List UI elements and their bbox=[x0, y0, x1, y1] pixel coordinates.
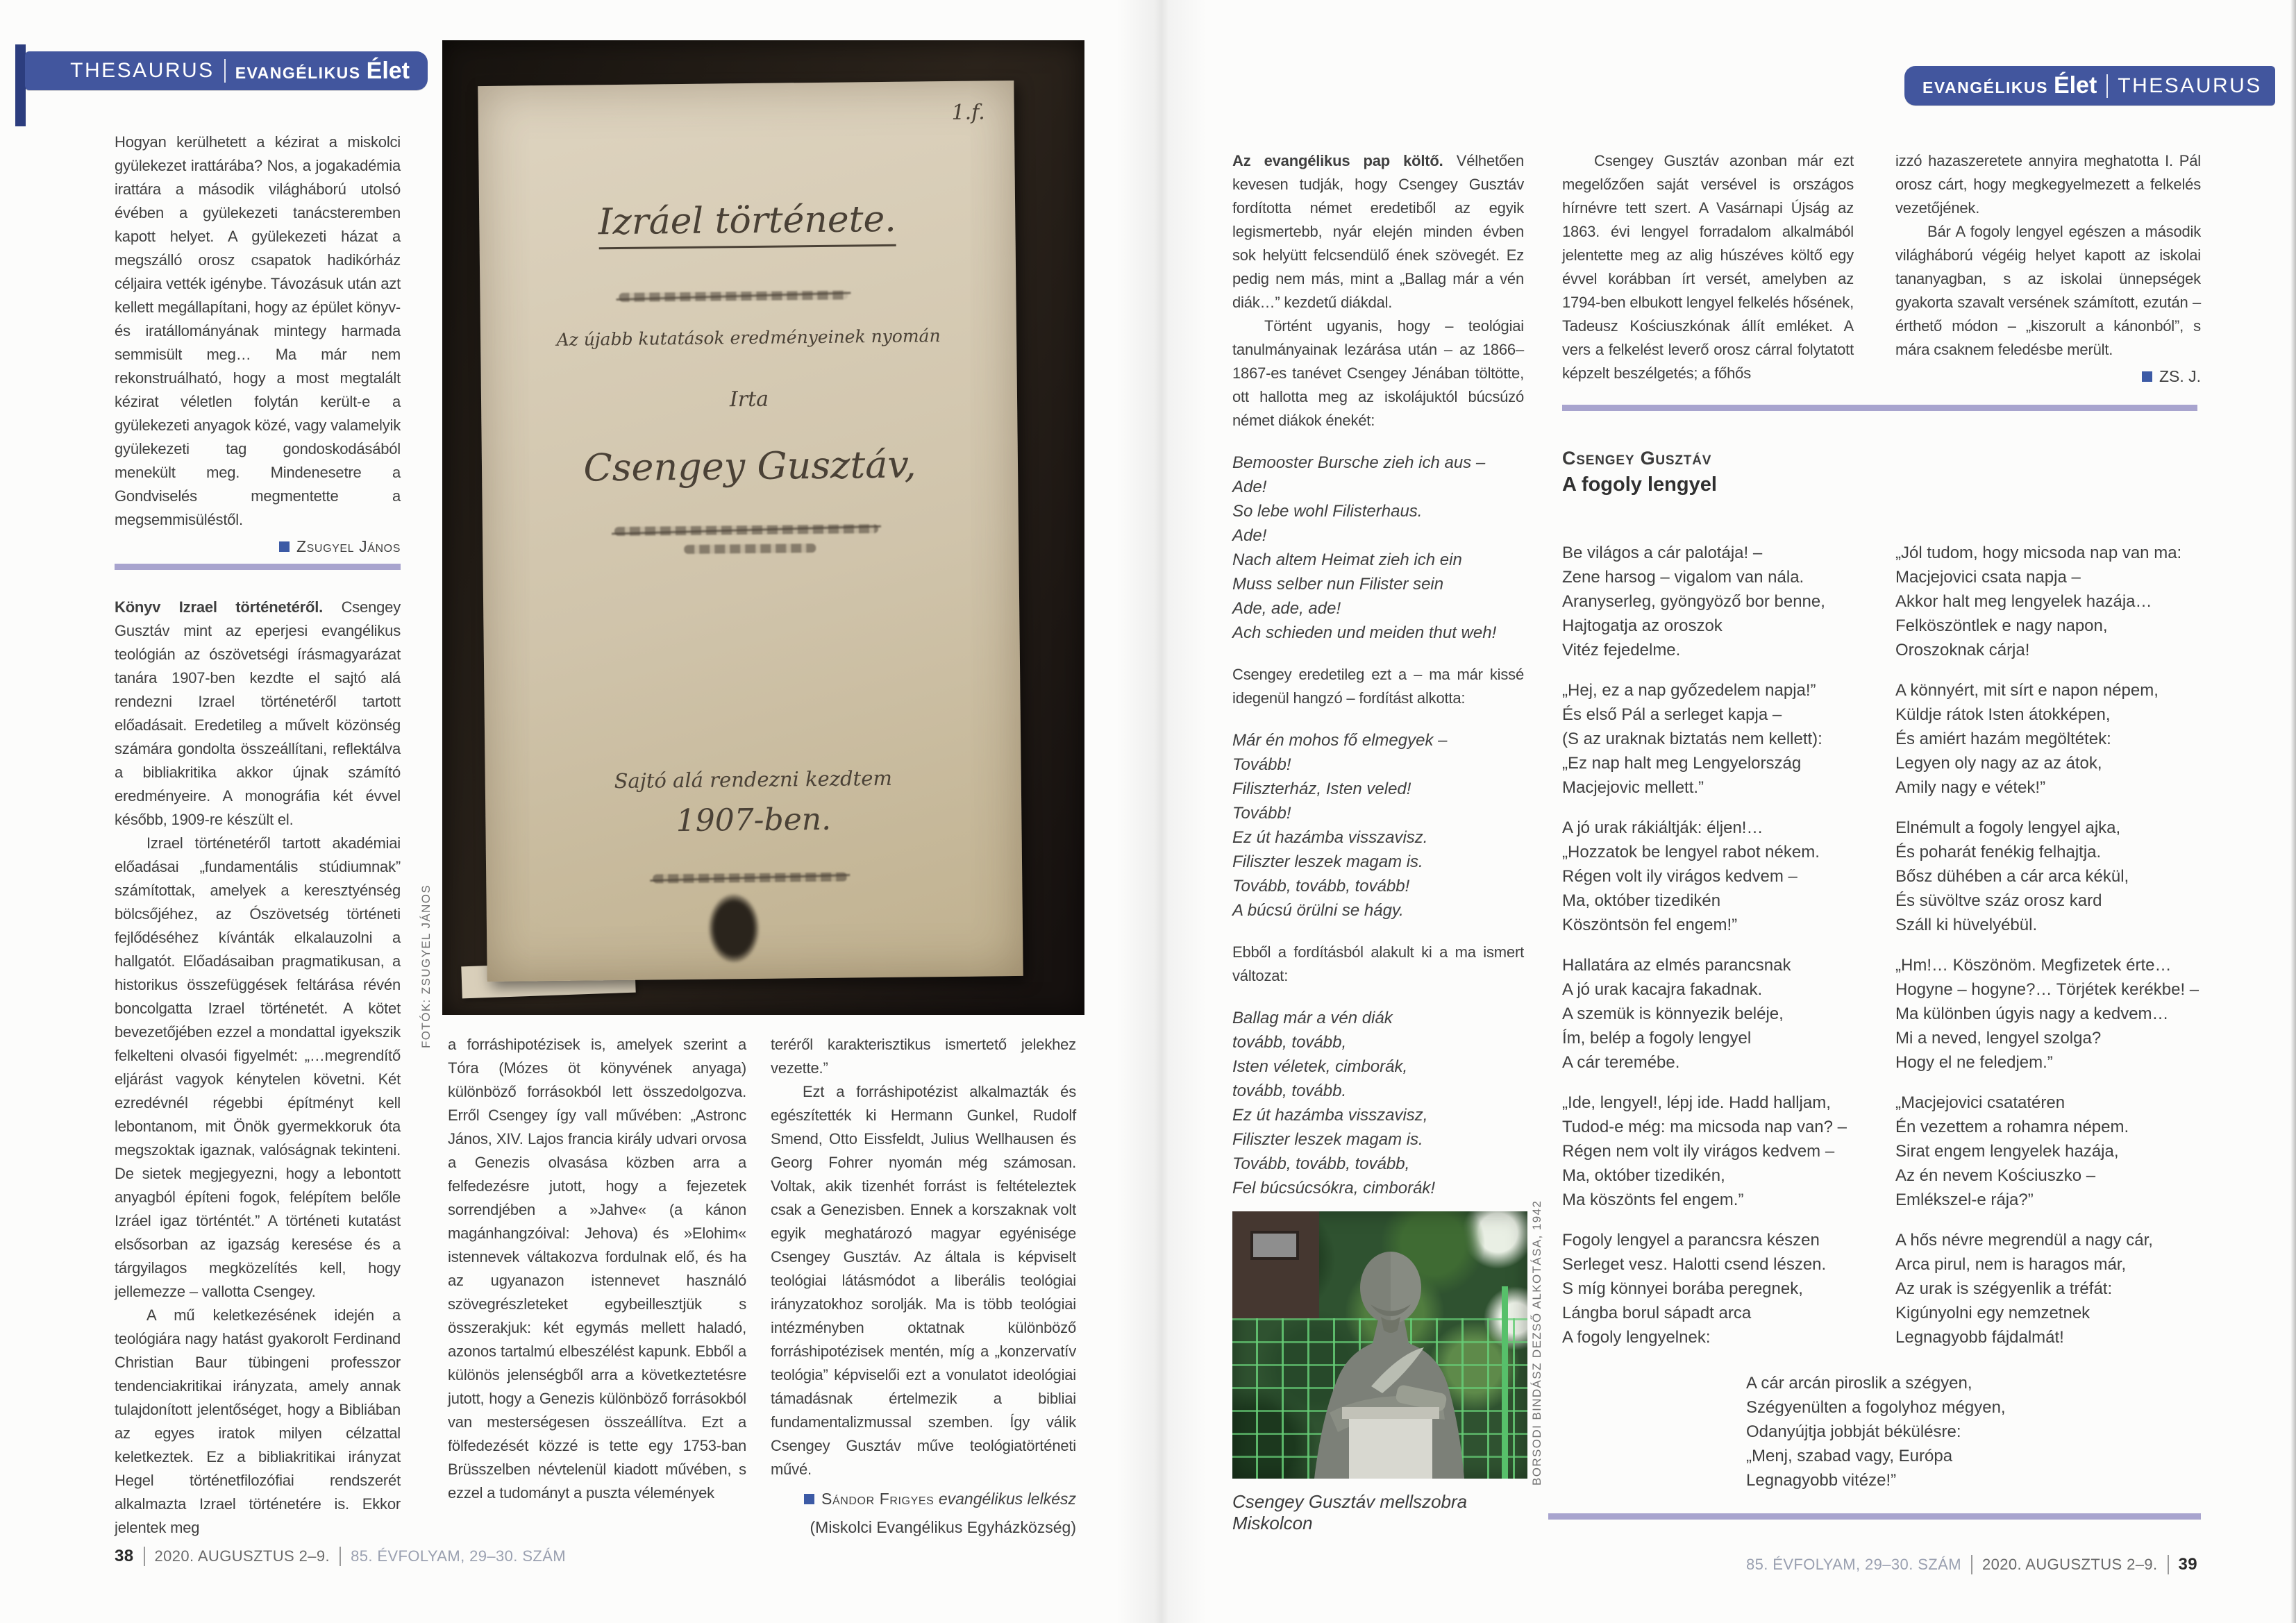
poem-line: Akkor halt meg lengyelek hazája… bbox=[1895, 592, 2152, 611]
poem-line: Hajtogatja az oroszok bbox=[1562, 616, 1723, 635]
poem-section-rule-bottom bbox=[1548, 1513, 2201, 1520]
poem-line: „Ide, lengyel!, lépj ide. Hadd halljam, bbox=[1562, 1093, 1831, 1112]
poem-stanza bbox=[1895, 816, 2204, 937]
poem-hungarian-modern bbox=[1232, 1006, 1524, 1200]
poem-line: Fogoly lengyel a parancsra készen bbox=[1562, 1231, 1820, 1250]
manuscript-title-text: Izráel története. bbox=[598, 199, 897, 249]
article2-continuation-b: teréről karakterisztikus ismertető jelekhez vezette.” bbox=[771, 1036, 1076, 1077]
poem-line: Isten véletek, cimborák, bbox=[1232, 1057, 1408, 1076]
right-column-1 bbox=[1232, 149, 1524, 1200]
footer-issue: 85. ÉVFOLYAM, 29–30. SZÁM bbox=[1745, 1556, 1961, 1573]
article2-paragraph-2: Izrael történetéről tartott akadémiai előadásai „fundamentális stúdiumnak” számítottak, amelyek a keresztyénség bölcsőjéhez, az Ószövetség történeti fejlődéséhez kívánták elkalauzolni a hallgatót. Előadásaiban pragmatikusan, a historikus összefüggések feltárása révén boncolgatta Izrael történetét. A kötet bevezetőjében ezzel a mondattal igyekszik felkelteni olvasói figyelmét: „…megrendítő eljárást vagyok kénytelen követni. Két ezredévnél régebbi építményt kell lebontanom, mit Önök gyermekkoruk óta megszoktak igaznak, valóságnak tekinteni. De sietek megjegyezni, hogy a lebontott anyagból építeni fogok, felépítem belőle Izráel igaz történtét.” A történeti kutatást elsősorban az igazság keresése és a tárgyilagos megközelítés kell, hogy jellemezze – vallotta Csengey. bbox=[115, 834, 401, 1300]
poem-line: Legnagyobb fájdalmát! bbox=[1895, 1328, 2064, 1347]
poem-line: Én vezettem a rohamra népem. bbox=[1895, 1118, 2129, 1136]
statue-photo bbox=[1232, 1211, 1527, 1479]
page-number: 39 bbox=[2178, 1555, 2197, 1574]
article2-lead: Könyv Izrael történetéről. bbox=[115, 598, 324, 616]
manuscript-scribble-line bbox=[684, 544, 816, 554]
poem-title: A fogoly lengyel bbox=[1562, 473, 1717, 496]
poem-line: (S az uraknak biztatás nem kellett): bbox=[1562, 730, 1822, 748]
poem-line: A cár arcán piroslik a szégyen, bbox=[1746, 1374, 1972, 1393]
poem-line: Küldje rátok Isten átokképen, bbox=[1895, 705, 2111, 724]
article3-lead: Az evangélikus pap költő. bbox=[1232, 152, 1443, 169]
poem-line: tovább, tovább, bbox=[1232, 1033, 1347, 1052]
poem-hungarian-old bbox=[1232, 728, 1524, 923]
poem-line: Ez út hazámba visszavisz. bbox=[1232, 828, 1428, 847]
poem-line: Ade! bbox=[1232, 526, 1267, 545]
article3-paragraph-2: Történt ugyanis, hogy – teológiai tanulmányainak lezárása után – az 1866–1867-es tanévet Csengey Jénában töltötte, ott hallotta meg az iskolájuktól búcsúzó német diákok énekét: bbox=[1232, 317, 1524, 429]
poem-line: „Ez nap halt meg Lengyelország bbox=[1562, 754, 1802, 773]
poem-line: Macjejovici csata napja – bbox=[1895, 568, 2081, 587]
poem-line: Felköszöntlek e nagy napon, bbox=[1895, 616, 2108, 635]
poem-line: Legnagyobb vitéze!” bbox=[1746, 1471, 1897, 1490]
poem-stanza bbox=[1562, 541, 1861, 662]
footer-date: 2020. AUGUSZTUS 2–9. bbox=[154, 1547, 330, 1565]
article3-paragraph-1 bbox=[1232, 149, 1524, 314]
signature-name: Sándor Frigyes bbox=[821, 1490, 935, 1508]
article2-p1-text: Csengey Gusztáv mint az eperjesi evangélikus teológián az ószövetségi írásmagyarázat tanára 1907-ben kezdte el sajtó alá rendezni Izrael történetéről tartott előadásait. Eredetileg a művelt közönség számára gondolta összeállítani, reflektálva a bibliakritika akkor újnak számító eredményeire. A monográfia két évvel később, 1909-re készült el. bbox=[115, 598, 401, 828]
poem-stanza bbox=[1895, 1228, 2204, 1349]
article3-paragraph-4: Ebből a fordításból alakult ki a ma ismert változat: bbox=[1232, 943, 1524, 984]
poem-line: Be világos a cár palotája! – bbox=[1562, 544, 1763, 562]
poem-line: Vitéz fejedelme. bbox=[1562, 641, 1681, 659]
poem-heading bbox=[1562, 448, 1717, 496]
footer-separator bbox=[144, 1547, 145, 1566]
article2-final-paragraph: Ezt a forráshipotézist alkalmazták és egészítették ki Hermann Gunkel, Rudolf Smend, Otto Eissfeldt, Julius Wellhausen és Georg Fohrer nyomán még számosan. Voltak, akik tizenhét forrást is feltételeztek csak a Genezisben. Ennek a korszaknak volt egyik meghatározó magyar egyénisége Csengey Gusztáv. Az általa is képviselt teológiai látásmódot a liberális teológiai irányzatokhoz sorolják. Ma is több teológiai intézményben oktatnak különböző forráshipotézisek mentén, míg a „konzervatív teológia” képviselői ezt a vonulatot ideológiai támadásnak értelmezik a bibliai fundamentalizmussal szemben. Így válik Csengey Gusztáv műve teológiatörténeti művé. bbox=[771, 1083, 1076, 1478]
poem-line: A jó urak rákiáltják: éljen!… bbox=[1562, 818, 1763, 837]
left-column-article1 bbox=[115, 131, 401, 556]
manuscript-paper bbox=[478, 81, 1023, 982]
poem-line: Serleget vesz. Halotti csend lészen. bbox=[1562, 1255, 1827, 1274]
poem-line: Már én mohos fő elmegyek – bbox=[1232, 731, 1448, 750]
poem-line: Mi a neved, lengyel szolga? bbox=[1895, 1029, 2102, 1048]
section-header-left bbox=[25, 51, 428, 90]
poem-line: Odanyújtja jobbját békülésre: bbox=[1746, 1422, 1961, 1441]
header-divider bbox=[224, 59, 226, 83]
footer-right bbox=[1746, 1555, 2197, 1574]
manuscript-title bbox=[479, 197, 1016, 244]
poem-line: Kigúnyolni egy nemzetnek bbox=[1895, 1304, 2090, 1322]
poem-line: „Macjejovici csatatéren bbox=[1895, 1093, 2065, 1112]
manuscript-photo bbox=[442, 40, 1084, 1015]
poem-line: Régen nem volt ily virágos kedvem – bbox=[1562, 1142, 1835, 1161]
poem-line: Bemooster Bursche zieh ich aus – bbox=[1232, 453, 1486, 472]
poem-stanza bbox=[1562, 953, 1861, 1075]
poem-line: A cár teremébe. bbox=[1562, 1053, 1680, 1072]
left-bottom-column-a bbox=[448, 1033, 746, 1505]
article2-paragraph-1 bbox=[115, 596, 401, 832]
manuscript-note-line: Az újabb kutatások eredményeinek nyomán bbox=[556, 326, 941, 350]
footer-issue: 85. ÉVFOLYAM, 29–30. SZÁM bbox=[351, 1547, 567, 1565]
poem-line: Lángba borul sápadt arca bbox=[1562, 1304, 1752, 1322]
poem-line: Emlékszel-e rája?” bbox=[1895, 1191, 2034, 1209]
poem-line: „Hm!… Köszönöm. Megfizetek érte… bbox=[1895, 956, 2172, 975]
section-label: THESAURUS bbox=[70, 59, 215, 82]
right-column-3 bbox=[1895, 149, 2201, 386]
manuscript-bottom-line-1: Sajtó alá rendezni kezdtem bbox=[614, 766, 893, 793]
poem-line: Ballag már a vén diák bbox=[1232, 1009, 1393, 1027]
magazine-logo bbox=[1922, 72, 2097, 99]
left-column-article2 bbox=[115, 596, 401, 1540]
poem-line: A szemük is könnyezik beléje, bbox=[1562, 1004, 1784, 1023]
photo-credit-right: BORSODI BINDÁSZ DEZSŐ ALKOTÁSA, 1942 bbox=[1530, 1200, 1543, 1486]
poem-line: A jó urak kacajra fakadnak. bbox=[1562, 980, 1763, 999]
manuscript-struck-line-1 bbox=[619, 291, 848, 302]
poem-line: S míg könnyei borába peregnek, bbox=[1562, 1279, 1803, 1298]
poem-line: „Hozzatok be lengyel rabot nékem. bbox=[1562, 843, 1820, 861]
poem-stanza bbox=[1895, 953, 2204, 1075]
poem-stanza bbox=[1895, 678, 2204, 800]
article3-p1-text: Vélhetően kevesen tudják, hogy Csengey Gusztáv fordította német eredetiből az egyik legismertebb, nyár elején minden évben sok helyütt felcsendülő ének szövegét. Ez pedig nem más, mint a „Ballag már a vén diák…” kezdetű diákdal. bbox=[1232, 152, 1525, 311]
poem-stanza bbox=[1562, 1091, 1861, 1212]
logo-caps: EVANGÉLIKUS bbox=[235, 63, 361, 82]
poem-line: Macjejovic mellett.” bbox=[1562, 778, 1704, 797]
magazine-logo bbox=[235, 58, 410, 85]
article3-end-paragraph-2: Bár A fogoly lengyel egészen a második világháború végéig helyet kapott az iskolai tananyagban, s az iskolai ünnepségek gyakorta szavalt versének számított, ezután – érthető módon – „kiszorult a kánonból”, s mára csaknem feledésbe merült. bbox=[1895, 223, 2201, 358]
poem-final-stanza bbox=[1746, 1371, 2072, 1492]
poem-line: Filiszter leszek magam is. bbox=[1232, 852, 1423, 871]
statue-photo-caption: Csengey Gusztáv mellszobra Miskolcon bbox=[1232, 1491, 1468, 1533]
poem-line: Oroszoknak cárja! bbox=[1895, 641, 2030, 659]
poem-line: A búcsú örülni se hágy. bbox=[1232, 901, 1404, 920]
footer-separator bbox=[340, 1547, 341, 1566]
poem-line: És poharát fenékig felhajtja. bbox=[1895, 843, 2102, 861]
poem-stanza bbox=[1895, 1091, 2204, 1212]
footer-date: 2020. AUGUSZTUS 2–9. bbox=[1981, 1556, 2158, 1573]
signature-bullet-icon bbox=[279, 541, 290, 552]
manuscript-struck-line-2 bbox=[614, 524, 878, 536]
poem-line: Amily nagy e vétek!” bbox=[1895, 778, 2046, 797]
poem-line: Száll ki hüvelyébül. bbox=[1895, 916, 2038, 934]
poem-line: So lebe wohl Filisterhaus. bbox=[1232, 502, 1423, 521]
poem-line: Az urak is szégyenlik a tréfát: bbox=[1895, 1279, 2113, 1298]
poem-line: Bősz dühében a cár arca kékül, bbox=[1895, 867, 2129, 886]
signature-initials: ZS. J. bbox=[2159, 367, 2201, 385]
manuscript-page-number: 1.f. bbox=[951, 100, 985, 125]
poem-line: Arca pirul, nem is haragos már, bbox=[1895, 1255, 2127, 1274]
article3-signature bbox=[1895, 367, 2201, 386]
left-bleed-mark bbox=[15, 44, 26, 126]
poem-line: Filiszter leszek magam is. bbox=[1232, 1130, 1423, 1149]
article-separator-rule bbox=[115, 564, 401, 570]
poem-line: Ach schieden und meiden thut weh! bbox=[1232, 623, 1497, 642]
poem-line: Ma, október tizedikén bbox=[1562, 891, 1721, 910]
poem-stanza bbox=[1562, 678, 1861, 800]
right-column-2 bbox=[1562, 149, 1854, 385]
poem-stanza bbox=[1895, 541, 2204, 662]
poem-line: Tovább! bbox=[1232, 755, 1291, 774]
poem-line: Tovább, tovább, tovább, bbox=[1232, 1154, 1410, 1173]
poem-line: A hős névre megrendül a nagy cár, bbox=[1895, 1231, 2153, 1250]
footer-separator bbox=[1971, 1555, 1972, 1574]
signature-name: Zsugyel János bbox=[296, 537, 401, 555]
poem-german bbox=[1232, 451, 1524, 645]
manuscript-author-signature: Csengey Gusztáv, bbox=[583, 442, 916, 490]
poem-line: Fel búcsúcsókra, cimborák! bbox=[1232, 1179, 1436, 1197]
poem-line: Nach altem Heimat zieh ich ein bbox=[1232, 550, 1462, 569]
poem-line: Hallatára az elmés parancsnak bbox=[1562, 956, 1791, 975]
poem-line: „Menj, szabad vagy, Európa bbox=[1746, 1447, 1953, 1465]
logo-caps: EVANGÉLIKUS bbox=[1922, 78, 2048, 96]
logo-name: Élet bbox=[2053, 72, 2097, 99]
photo-credit-left: FOTÓK: ZSUGYEL JÁNOS bbox=[419, 884, 433, 1048]
poem-line: Ma köszönts fel engem.” bbox=[1562, 1191, 1744, 1209]
article2-continuation-a: a forráshipotézisek is, amelyek szerint a Tóra (Mózes öt könyvének anyaga) különböző forrásokból lett összedolgozva. Erről Csengey így vall művében: „Astronc János, XIV. Lajos francia király udvari orvosa a Genezis olvasása közben arra a felfedezésre jutott, hogy a fejezetek sorrendjében a »Jahve« (a kánon magánhangzóival: Jehova) és »Elohim« istennevek váltakozva fordulnak elő, és ha az ugyanazon istennevet használó szövegrészleteket egybeillesztjük s összerakjuk: két egymás mellett haladó, azonos tartalmú elbeszélést kapunk. Ebből a különös jelenségből arra a következtetésre jutott, hogy a Genezis különböző forrásokból van mesterségesen összeállítva. Ezt a fölfedezését közzé is tette egy 1753-ban Brüsszelben névtelenül kiadott művében, s ezzel a tudományt a puszta vélemények bbox=[448, 1036, 746, 1502]
manuscript-struck-line-3 bbox=[653, 873, 847, 884]
poem-line: Tovább! bbox=[1232, 804, 1291, 823]
article3-continuation: Csengey Gusztáv azonban már ezt megelőzően saját versével is országos hírnévre tett szert. A Vasárnapi Újság az 1863. évi lengyel forradalom alkalmából jelentette meg az alig húszéves költő egy évvel korábban írt versét, amelyben az 1794-ben elbukott lengyel felkelés hősének, Tadeusz Kościuszkónak állít emléket. A vers a felkelést leverő orosz cárral folytatott képzelt beszélgetés; a főhős bbox=[1562, 152, 1854, 382]
poem-line: Az én nevem Kościuszko – bbox=[1895, 1166, 2096, 1185]
poem-line: Régen volt ily virágos kedvem – bbox=[1562, 867, 1798, 886]
poem-line: Ade! bbox=[1232, 478, 1267, 496]
poem-line: Elnémult a fogoly lengyel ajka, bbox=[1895, 818, 2121, 837]
poem-line: Filiszterház, Isten veled! bbox=[1232, 780, 1411, 798]
poem-line: tovább, tovább. bbox=[1232, 1082, 1347, 1100]
poem-stanza bbox=[1562, 816, 1861, 937]
page-number: 38 bbox=[115, 1547, 134, 1565]
poem-line: Tovább, tovább, tovább! bbox=[1232, 877, 1410, 895]
poem-author: Csengey Gusztáv bbox=[1562, 448, 1712, 469]
statue-bust-graphic bbox=[1232, 1211, 1527, 1479]
section-header-right bbox=[1904, 66, 2275, 106]
poem-line: „Hej, ez a nap győzedelem napja!” bbox=[1562, 681, 1816, 700]
poem-line: Legyen oly nagy az az átok, bbox=[1895, 754, 2102, 773]
poem-line: Sirat engem lengyelek hazája, bbox=[1895, 1142, 2119, 1161]
manuscript-bottom-line-2: 1907-ben. bbox=[676, 801, 832, 839]
poem-line: Hogyne – hogyne?… Törjétek kerékbe! – bbox=[1895, 980, 2199, 999]
manuscript-ink-stain bbox=[708, 894, 759, 963]
header-divider bbox=[2106, 74, 2108, 98]
footer-separator bbox=[2168, 1555, 2169, 1574]
poem-line: Muss selber nun Filister sein bbox=[1232, 575, 1444, 594]
article1-signature bbox=[115, 537, 401, 556]
poem-line: Aranyserleg, gyöngyöző bor benne, bbox=[1562, 592, 1825, 611]
poem-section-rule-top bbox=[1562, 405, 2197, 411]
poem-line: „Jól tudom, hogy micsoda nap van ma: bbox=[1895, 544, 2182, 562]
manuscript-irta: Irta bbox=[729, 387, 769, 412]
poem-line: A könnyért, mit sírt e napon népem, bbox=[1895, 681, 2159, 700]
poem-column-1 bbox=[1562, 541, 1861, 1365]
left-bottom-column-b bbox=[771, 1033, 1076, 1539]
poem-line: És süvöltve száz orosz kard bbox=[1895, 891, 2102, 910]
poem-line: Ez út hazámba visszavisz, bbox=[1232, 1106, 1428, 1125]
poem-line: Ade, ade, ade! bbox=[1232, 599, 1341, 618]
poem-line: És első Pál a serleget kapja – bbox=[1562, 705, 1782, 724]
poem-line: Köszöntsön fel engem!” bbox=[1562, 916, 1738, 934]
article3-end-paragraph-1: izzó hazaszeretete annyira meghatotta I. Pál orosz cárt, hogy megkegyelmezett a felkelés vezetőjének. bbox=[1895, 152, 2201, 217]
poem-line: Hogy el ne feledjem.” bbox=[1895, 1053, 2053, 1072]
poem-line: És amiért hazám megöltétek: bbox=[1895, 730, 2111, 748]
signature-organization: (Miskolci Evangélikus Egyházközség) bbox=[810, 1518, 1076, 1536]
poem-line: Zene harsog – vigalom van nála. bbox=[1562, 568, 1804, 587]
article1-paragraph: Hogyan kerülhetett a kézirat a miskolci gyülekezet irattárába? Nos, a jogakadémia irattára a második világháború utolsó évében a gyülekezeti tanácsteremben kapott helyet. A gyülekezeti házat a megszálló orosz csapatok hadikórház céljaira vették igénybe. Távozásuk után azt kellett megállapítani, hogy az épület könyv- és iratállományának mintegy harmada semmisült meg… Ma már nem rekonstruálható, hogy a most megtalált kézirat véletlen folytán került-e a gyülekezeti anyagok közé, vagy valamelyik gyülekezeti tag gondoskodásából menekült meg. Mindenesetre a Gondviselés megmentette a megsemmisüléstől. bbox=[115, 133, 401, 528]
signature-bullet-icon bbox=[2142, 371, 2152, 382]
footer-left bbox=[115, 1547, 566, 1566]
section-label: THESAURUS bbox=[2118, 74, 2262, 97]
poem-line: Tudod-e még: ma micsoda nap van? – bbox=[1562, 1118, 1847, 1136]
signature-bullet-icon bbox=[804, 1494, 814, 1504]
signature-role: evangélikus lelkész bbox=[934, 1490, 1076, 1508]
poem-line: A fogoly lengyelnek: bbox=[1562, 1328, 1711, 1347]
poem-column-2 bbox=[1895, 541, 2204, 1365]
page-gutter-shadow bbox=[1116, 0, 1207, 1623]
article2-signature bbox=[771, 1490, 1076, 1508]
logo-name: Élet bbox=[366, 57, 410, 84]
poem-stanza bbox=[1562, 1228, 1861, 1349]
article2-paragraph-3: A mű keletkezésének idején a teológiára nagy hatást gyakorolt Ferdinand Christian Baur tübingeni professzor tendenciakritikai irányzata, amely annak tulajdonított jelentőséget, hogy a Bibliában az egyes iratok milyen célzattal keletkeztek. Ez a bibliakritikai irányzat Hegel történetfilozófiai rendszerét alkalmazta Izrael történetére is. Ekkor jelentek meg bbox=[115, 1306, 401, 1536]
article3-paragraph-3: Csengey eredetileg ezt a – ma már kissé idegenül hangzó – fordítást alkotta: bbox=[1232, 666, 1524, 707]
poem-line: Ma, október tizedikén, bbox=[1562, 1166, 1725, 1185]
page-right-edge-shadow bbox=[2290, 0, 2296, 1623]
poem-line: Ím, belép a fogoly lengyel bbox=[1562, 1029, 1752, 1048]
poem-line: Ma különben úgyis nagy a kedvem… bbox=[1895, 1004, 2169, 1023]
poem-line: Szégyenülten a fogolyhoz mégyen, bbox=[1746, 1398, 2006, 1417]
